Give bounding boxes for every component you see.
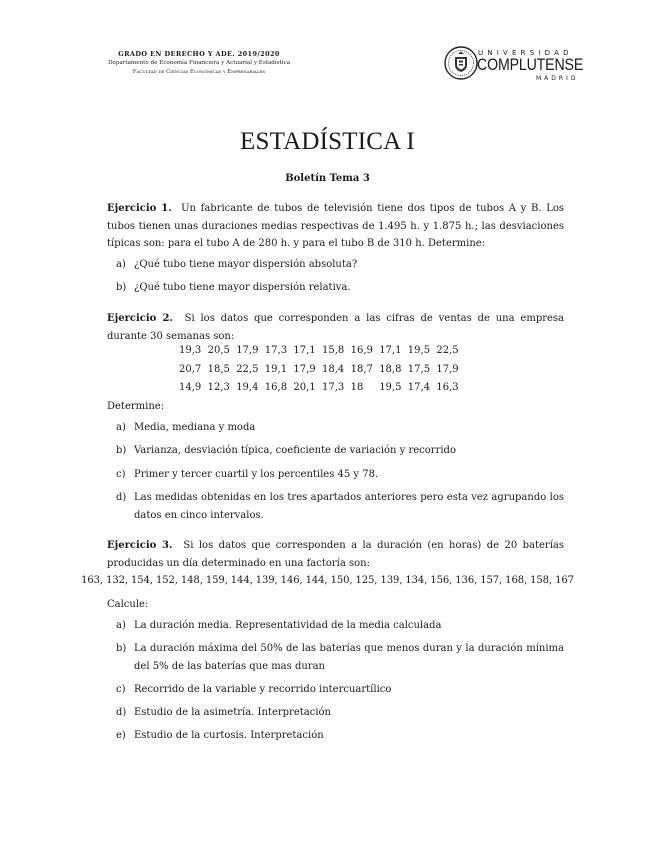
table-cell: 22,5 bbox=[436, 345, 459, 356]
exercise-2-lead: Determine: bbox=[107, 401, 165, 412]
table-cell: 18,4 bbox=[322, 363, 345, 375]
table-cell: 20,7 bbox=[179, 363, 202, 375]
table-cell: 17,1 bbox=[293, 345, 316, 356]
table-cell: 14,9 bbox=[179, 382, 202, 393]
table-cell: 22,5 bbox=[236, 363, 259, 375]
table-cell: 16,8 bbox=[264, 382, 288, 393]
header-department: Departamento de Economía Financiera y Actuarial y Estadística bbox=[107, 60, 291, 66]
table-cell: 19,1 bbox=[264, 363, 288, 375]
exercise-2-heading: Ejercicio 2. bbox=[107, 313, 173, 324]
exercise-3-text: Si los datos que corresponden a la duración (en horas) de 20 baterías producidas un día determinado en una factoría son: bbox=[107, 540, 564, 569]
header-degree: GRADO EN DERECHO Y ADE. 2019/2020 bbox=[118, 50, 280, 58]
exercise-3-lead: Calcule: bbox=[107, 599, 149, 610]
exercise-1-statement bbox=[107, 200, 564, 253]
table-cell: 17,9 bbox=[236, 345, 259, 356]
logo-madrid-text: MADRID bbox=[536, 75, 579, 82]
header-faculty: Facultad de Ciencias Económicas y Empresariales bbox=[132, 69, 266, 75]
exercise-1-heading: Ejercicio 1. bbox=[107, 203, 172, 214]
document-title: ESTADÍSTICA I bbox=[240, 128, 415, 155]
table-cell: 17,1 bbox=[379, 345, 402, 356]
table-cell: 12,3 bbox=[207, 382, 230, 393]
table-cell: 19,5 bbox=[379, 382, 402, 393]
university-seal-icon bbox=[444, 46, 478, 80]
exercise-3-heading: Ejercicio 3. bbox=[107, 540, 173, 551]
logo-complutense-text: COMPLUTENSE bbox=[477, 56, 584, 74]
table-cell: 17,9 bbox=[436, 363, 459, 375]
table-cell: 16,3 bbox=[436, 382, 459, 393]
logo-universidad-text: UNIVERSIDAD bbox=[478, 49, 573, 57]
table-cell: 18,8 bbox=[379, 363, 402, 375]
table-cell: 17,9 bbox=[293, 363, 316, 375]
table-cell: 16,9 bbox=[350, 345, 373, 356]
document-page: GRADO EN DERECHO Y ADE. 2019/2020 Departamento de Economía Financiera y Actuarial y Estadística Facultad de Ciencias Económicas y Empresariales UNIVERSIDAD COMPLUTENSE MADRID ESTADÍSTICA I Boletín Tema 3 Ejercicio 1. Un fabricante de tubos de televisión tiene dos tipos de tubos A y B. Los tubos tienen unas duraciones medias respectivas de 1.495 h. y 1.875 h.; las desviaciones típicas son: para el tubo A de 280 h. y para el tubo B de 310 h. Determine: a) ¿Qué tubo tiene mayor dispersión absoluta? b) ¿Qué tubo tiene mayor dispersión relativa. Ejercicio 2. Si los datos que corresponden a las cifras de ventas de una empresa durante 30 semanas son: 19,3 20,5 17,9 17,3 17,1 15,8 16,9 17,1 19,5 22,5 20,7 18,5 22,5 19,1 17,9 18,4 18,7 18,8 17,5 17,9 14,9 12,3 19,4 16,8 20,1 17,3 18 19,5 17,4 16,3 Determine: a) Media, mediana y moda b) Varianza, desviación típica, coeficiente de variación y recorrido c) Primer y tercer cuartil y los percentiles 45 y 78. d) Las medidas obtenidas en los tres apartados anteriores pero esta vez agrupando los datos en cinco intervalos. Ejercicio 3. Si los datos que corresponden a la duración (en horas) de 20 baterías producidas un día determinado en una factoría son: 163, 132, 154, 152, 148, 159, 144, 139, 146, 144, 150, 125, 139, 134, 156, 136, 157, 168, 158, 167 Calcule: a) La duración media. Representatividad de la media calculada b) La duración máxima del 50% de las baterías que menos duran y la duración mínima del 5% de las baterías que mas duran c) Recorrido de la variable y recorrido intercuartílico d) Estudio de la asimetría. Interpretación e) Estudio de la curtosis. Interpretación bbox=[0, 0, 655, 848]
exercise-2-statement bbox=[107, 310, 564, 345]
table-cell: 17,4 bbox=[407, 382, 431, 393]
exercise-1-text: Un fabricante de tubos de televisión tiene dos tipos de tubos A y B. Los tubos tienen unas duraciones medias respectivas de 1.495 h. y 1.875 h.; las desviaciones típicas son: para el tubo A de 280 h. y para el tubo B de 310 h. Determine: bbox=[107, 203, 564, 249]
table-cell: 18 bbox=[350, 382, 364, 393]
exercise-2-text: Si los datos que corresponden a las cifras de ventas de una empresa durante 30 semanas son: bbox=[107, 313, 565, 342]
exercise-3-statement bbox=[107, 537, 564, 572]
table-cell: 17,3 bbox=[264, 345, 288, 356]
battery-data-line: 163, 132, 154, 152, 148, 159, 144, 139, 146, 144, 150, 125, 139, 134, 156, 136, 157, 168, 158, 167 bbox=[81, 575, 574, 586]
table-cell: 18,5 bbox=[207, 363, 230, 375]
header-block bbox=[86, 50, 312, 77]
table-cell: 17,3 bbox=[322, 382, 345, 393]
table-cell: 15,8 bbox=[322, 345, 345, 356]
university-logo bbox=[444, 46, 584, 86]
table-cell: 18,7 bbox=[350, 363, 373, 375]
table-cell: 19,3 bbox=[179, 345, 202, 356]
table-cell: 17,5 bbox=[407, 363, 431, 375]
table-cell: 20,5 bbox=[207, 345, 230, 356]
table-cell: 19,4 bbox=[236, 382, 259, 393]
table-cell: 20,1 bbox=[293, 382, 316, 393]
table-cell: 19,5 bbox=[407, 345, 431, 356]
document-subtitle: Boletín Tema 3 bbox=[285, 173, 370, 184]
